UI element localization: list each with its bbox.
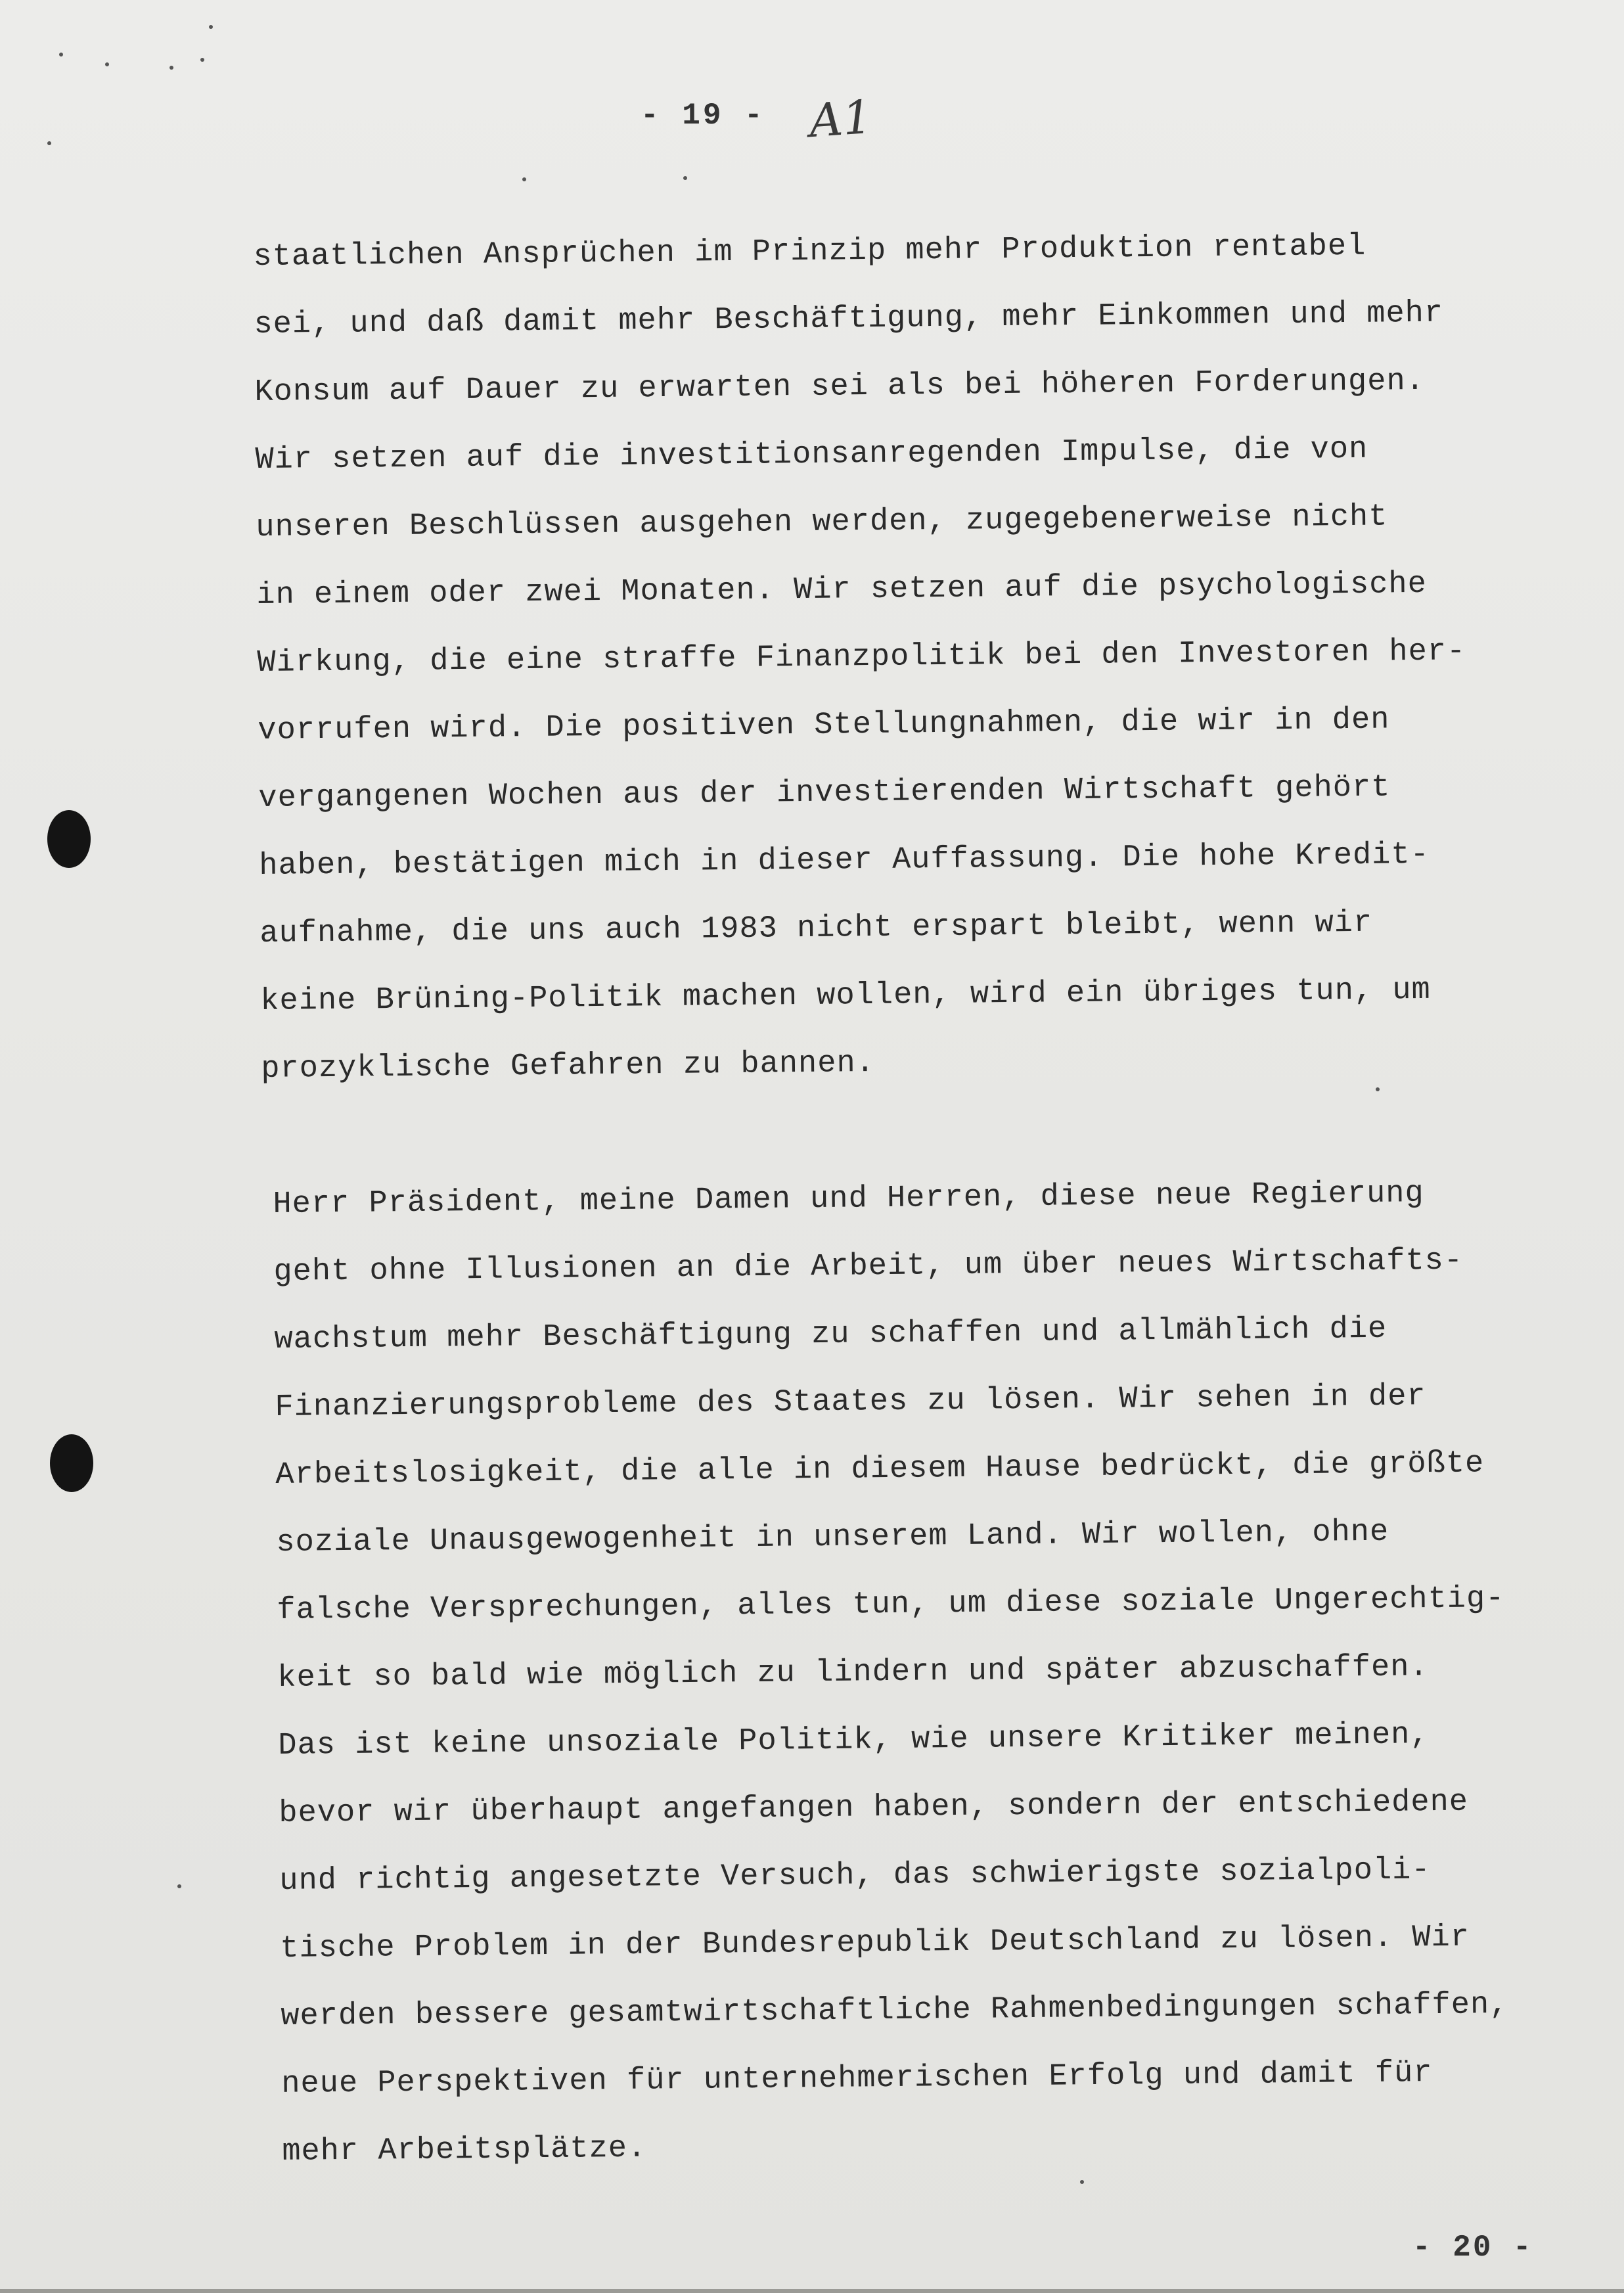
text-line: geht ohne Illusionen an die Arbeit, um über neues Wirtschafts-	[273, 1243, 1464, 1290]
paper-speck	[105, 62, 109, 66]
paper-speck	[1080, 2180, 1084, 2184]
text-line: sei, und daß damit mehr Beschäftigung, mehr Einkommen und mehr	[254, 296, 1444, 342]
paper-speck	[683, 176, 687, 180]
continuation-page-marker: - 20 -	[1412, 2231, 1533, 2265]
paragraph-2	[273, 1159, 1510, 2186]
text-line: wachstum mehr Beschäftigung zu schaffen und allmählich die	[274, 1311, 1387, 1357]
text-line: haben, bestätigen mich in dieser Auffassung. Die hohe Kredit-	[259, 837, 1430, 884]
text-line: staatlichen Ansprüchen im Prinzip mehr Produktion rentabel	[253, 229, 1366, 275]
text-line: Konsum auf Dauer zu erwarten sei als bei höheren Forderungen.	[254, 363, 1426, 410]
paper-speck	[169, 66, 173, 70]
text-line: tische Problem in der Bundesrepublik Deutschland zu lösen. Wir	[280, 1920, 1470, 1966]
text-line: Das ist keine unsoziale Politik, wie unsere Kritiker meinen,	[278, 1717, 1430, 1763]
text-line: bevor wir überhaupt angefangen haben, sondern der entschiedene	[279, 1784, 1469, 1831]
paper-speck	[177, 1884, 181, 1888]
text-line: und richtig angesetzte Versuch, das schwierigste sozialpoli-	[279, 1853, 1431, 1899]
text-line: werden bessere gesamtwirtschaftliche Rahmenbedingungen schaffen,	[281, 1987, 1509, 2034]
text-line: mehr Arbeitsplätze.	[282, 2131, 647, 2169]
punch-hole	[50, 1434, 93, 1492]
paper-speck	[200, 58, 204, 62]
paper-speck	[209, 25, 213, 29]
paper-speck	[47, 141, 51, 145]
text-line: in einem oder zwei Monaten. Wir setzen auf die psychologische	[256, 566, 1428, 613]
text-line: prozyklische Gefahren zu bannen.	[261, 1045, 876, 1087]
text-line: keit so bald wie möglich zu lindern und später abzuschaffen.	[277, 1650, 1429, 1696]
text-line: Arbeitslosigkeit, die alle in diesem Hause bedrückt, die größte	[275, 1446, 1485, 1493]
text-line: vorrufen wird. Die positiven Stellungnahmen, die wir in den	[258, 702, 1390, 748]
paragraph-1	[253, 212, 1470, 1103]
text-line: aufnahme, die uns auch 1983 nicht erspart bleibt, wenn wir	[259, 905, 1373, 951]
punch-hole	[47, 810, 91, 868]
text-line: Wir setzen auf die investitionsanregenden Impulse, die von	[255, 432, 1368, 478]
paper-speck	[59, 53, 63, 57]
page-number: - 19 -	[641, 99, 765, 133]
handwritten-archive-mark: A1	[807, 89, 874, 148]
text-line: Herr Präsident, meine Damen und Herren, diese neue Regierung	[273, 1176, 1424, 1222]
page-edge	[0, 2289, 1624, 2293]
text-line: Finanzierungsprobleme des Staates zu lösen. Wir sehen in der	[275, 1379, 1426, 1425]
text-line: Wirkung, die eine straffe Finanzpolitik bei den Investoren her-	[257, 634, 1466, 681]
paper-speck	[1376, 1087, 1380, 1091]
text-line: unseren Beschlüssen ausgehen werden, zugegebenerweise nicht	[256, 499, 1388, 545]
text-line: keine Brüning-Politik machen wollen, wird ein übriges tun, um	[260, 972, 1432, 1019]
text-line: vergangenen Wochen aus der investierenden Wirtschaft gehört	[258, 770, 1391, 816]
text-line: neue Perspektiven für unternehmerischen Erfolg und damit für	[281, 2056, 1433, 2102]
text-line: falsche Versprechungen, alles tun, um diese soziale Ungerechtig-	[277, 1581, 1505, 1628]
text-line: soziale Unausgewogenheit in unserem Land. Wir wollen, ohne	[276, 1514, 1389, 1560]
paper-speck	[522, 177, 526, 181]
